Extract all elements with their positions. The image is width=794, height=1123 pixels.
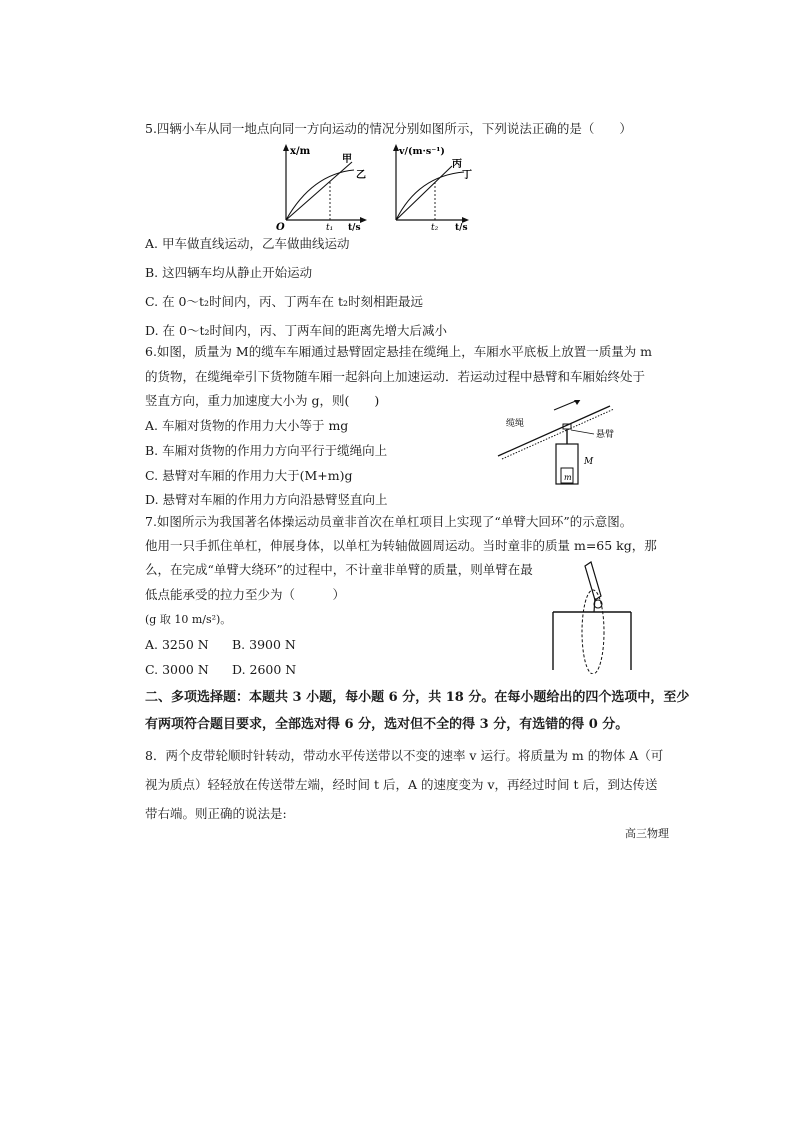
graph1-jia: 甲 (342, 154, 352, 165)
q8-stem-1: 8．两个皮带轮顺时针转动，带动水平传送带以不变的速率 v 运行。将质量为 m 的物体 A（可 (145, 748, 664, 763)
cable-label: 缆绳 (506, 419, 525, 429)
q7-stem-5: (g 取 10 m/s²)。 (145, 613, 232, 626)
curve-ding (396, 172, 464, 220)
q6-option-a: A. 车厢对货物的作用力大小等于 mg (145, 418, 349, 433)
q6-option-b: B. 车厢对货物的作用力方向平行于缆绳向上 (145, 443, 388, 458)
graph2-bing: 丙 (452, 159, 462, 170)
motion-arrow (554, 400, 578, 410)
car-label: M (584, 457, 594, 467)
q5-option-c: C. 在 0～t₂时间内，丙、丁两车在 t₂时刻相距最远 (145, 294, 424, 309)
circular-path (582, 590, 604, 674)
q5-graph-vt (382, 140, 482, 232)
q8-stem-3: 带右端。则正确的说法是: (145, 806, 287, 821)
graph1-t1: t₁ (326, 223, 334, 232)
q5-graph-xt (272, 140, 372, 232)
q6-stem-3: 竖直方向，重力加速度大小为 g，则( ) (145, 393, 380, 408)
graph2-ding: 丁 (462, 170, 472, 181)
q6-stem-2: 的货物，在缆绳牵引下货物随车厢一起斜向上加速运动．若运动过程中悬臂和车厢始终处于 (145, 369, 646, 384)
q6-stem-1: 6.如图，质量为 M的缆车车厢通过悬臂固定悬挂在缆绳上，车厢水平底板上放置一质量为 m (145, 344, 653, 359)
q7-option-d: D. 2600 N (232, 662, 297, 677)
q6-option-c: C. 悬臂对车厢的作用力大于(M+m)g (145, 468, 353, 483)
section2-line-2: 有两项符合题目要求，全部选对得 6 分，选对但不全的得 3 分，有选错的得 0 分。 (145, 717, 629, 732)
q5-option-a: A. 甲车做直线运动，乙车做曲线运动 (145, 236, 350, 251)
q7-stem-3: 么，在完成“单臂大绕环”的过程中，不计童非单臂的质量，则单臂在最 (145, 562, 533, 577)
curve-jia (286, 162, 352, 220)
q7-stem-1: 7.如图所示为我国著名体操运动员童非首次在单杠项目上实现了“单臂大回环”的示意图。 (145, 514, 633, 529)
q7-stem-2: 他用一只手抓住单杠，伸展身体，以单杠为转轴做圆周运动。当时童非的质量 m=65 kg，那 (145, 538, 657, 553)
q8-stem-2: 视为质点）轻轻放在传送带左端，经时间 t 后，A 的速度变为 v，再经过时间 t 后，到达传送 (145, 777, 658, 792)
gymnast-arm (594, 598, 595, 612)
arm-label: 悬臂 (596, 430, 615, 440)
x-axis-arrow (360, 217, 367, 223)
footer-label: 高三物理 (625, 827, 669, 840)
q7-option-a: A. 3250 N (145, 637, 209, 652)
graph1-ylabel: x/m (290, 146, 311, 157)
graph2-ylabel: v/(m·s⁻¹) (399, 146, 445, 157)
graph2-t2: t₂ (431, 223, 439, 232)
graph1-yi: 乙 (356, 170, 366, 181)
gymnast-body (585, 562, 601, 600)
q6-cable-car-figure (492, 400, 622, 490)
graph1-xlabel: t/s (348, 223, 361, 232)
cargo-label: m (564, 473, 572, 482)
graph2-xlabel: t/s (455, 223, 468, 232)
q7-option-c: C. 3000 N (145, 662, 209, 677)
q5-option-d: D. 在 0～t₂时间内，丙、丁两车间的距离先增大后减小 (145, 323, 447, 338)
q7-option-b: B. 3900 N (232, 637, 296, 652)
q5-option-b: B. 这四辆车均从静止开始运动 (145, 265, 313, 280)
q7-stem-4: 低点能承受的拉力至少为（ ） (145, 587, 346, 602)
cable-line (498, 406, 610, 456)
section2-line-1: 二、多项选择题：本题共 3 小题，每小题 6 分，共 18 分。在每小题给出的四个选项中，至少 (145, 690, 690, 705)
q5-stem: 5.四辆小车从同一地点向同一方向运动的情况分别如图所示，下列说法正确的是（ ） (145, 121, 632, 136)
curve-yi (286, 170, 354, 220)
motion-arrowhead (574, 400, 581, 405)
q6-option-d: D. 悬臂对车厢的作用力方向沿悬臂竖直向上 (145, 492, 388, 507)
y-axis-arrow (283, 144, 289, 151)
q7-gymnast-figure (545, 558, 645, 674)
curve-bing (396, 166, 452, 220)
graph1-origin: O (276, 222, 285, 232)
arm-pointer (571, 430, 594, 434)
